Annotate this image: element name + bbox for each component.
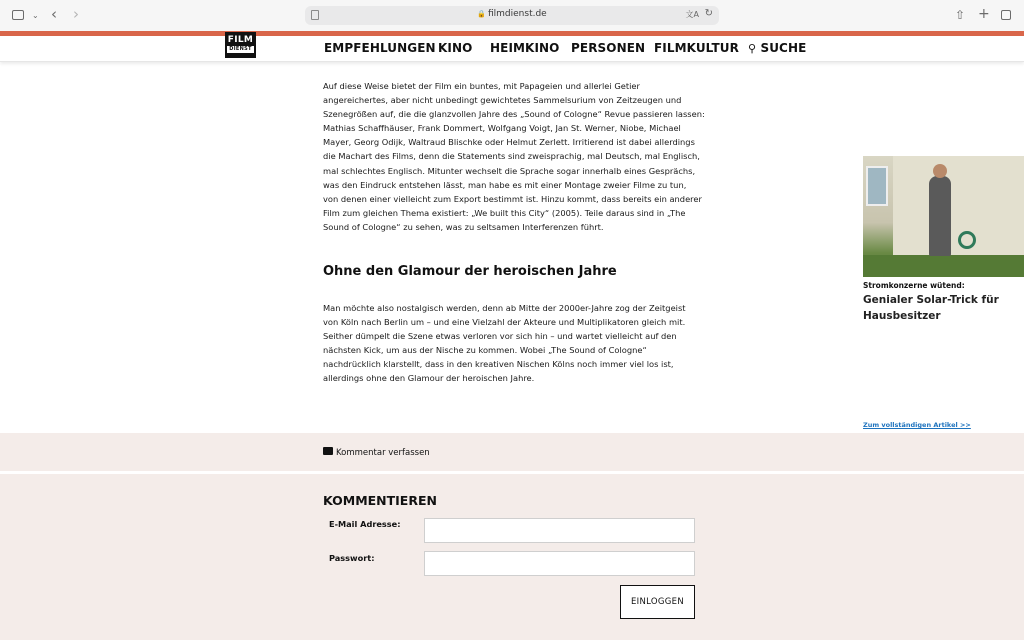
password-field[interactable] <box>424 551 695 576</box>
comment-title: KOMMENTIEREN <box>323 493 437 508</box>
site-logo[interactable]: FILM DIENST <box>225 32 256 58</box>
nav-heimkino[interactable]: HEIMKINO <box>490 41 560 55</box>
write-comment-link[interactable]: Kommentar verfassen <box>323 447 430 458</box>
search-icon: ⚲ <box>748 42 757 55</box>
plus-icon[interactable]: + <box>978 6 990 22</box>
nav-filmkultur[interactable]: FILMKULTUR <box>654 41 739 55</box>
chevron-right-icon[interactable]: › <box>73 5 79 23</box>
address-bar[interactable] <box>305 6 719 25</box>
email-field[interactable] <box>424 518 695 543</box>
lock-icon: 🔒 <box>477 10 486 18</box>
nav-kino[interactable]: KINO <box>438 41 473 55</box>
nav-personen[interactable]: PERSONEN <box>571 41 646 55</box>
login-button[interactable]: EINLOGGEN <box>620 585 695 619</box>
ad-image[interactable] <box>863 156 1024 277</box>
password-label: Passwort: <box>329 553 375 563</box>
share-icon[interactable]: ⇧ <box>955 8 966 22</box>
ad-headline[interactable]: Genialer Solar-Trick für Hausbesitzer <box>863 294 999 322</box>
ad-kicker: Stromkonzerne wütend: <box>863 281 965 290</box>
url-text: filmdienst.de <box>487 9 547 19</box>
article-paragraph-2: Man möchte also nostalgisch werden, denn ab Mitte der 2000er-Jahre zog der Zeitgeist von Köln nach Berlin um – und eine Vielzahl der Akteure und Multiplikatoren gleich mit. Seither dümpelt die Szene etwas verloren vor sich hin – und wartet vielleicht auf den nächsten Kick, um aus der Nische zu kommen. Wobei „The Sound of Cologne“ nachdrücklich klarstellt, dass in den kreativen Nischen Kölns noch immer viel los ist, allerdings ohne den Glamour der heroischen Jahre. <box>323 303 686 384</box>
article-subheading: Ohne den Glamour der heroischen Jahre <box>323 264 617 279</box>
email-label: E-Mail Adresse: <box>329 519 401 529</box>
nav-empfehlungen[interactable]: EMPFEHLUNGEN <box>324 41 436 55</box>
chevron-left-icon[interactable]: ‹ <box>51 5 57 23</box>
nav-suche[interactable]: ⚲ SUCHE <box>748 41 807 55</box>
ad-more-link[interactable]: Zum vollständigen Artikel >> <box>863 421 971 429</box>
tabs-icon[interactable] <box>1001 10 1011 20</box>
browser-toolbar <box>0 0 1024 31</box>
sidebar-icon[interactable] <box>12 10 24 20</box>
reload-icon[interactable]: ↻ <box>704 8 713 19</box>
chevron-down-icon[interactable]: ⌄ <box>32 11 39 20</box>
comment-bar <box>0 433 1024 471</box>
advertisement[interactable] <box>860 153 1024 447</box>
article-paragraph-1: Auf diese Weise bietet der Film ein buntes, mit Papageien und allerlei Getier angereichertes, aber nicht unbedingt gewichtetes Sammelsurium von Zeitzeugen und Szenegrößen auf, die die glanzvollen Jahre des „Sound of Cologne“ Revue passieren lassen: Mathias Schaffhäuser, Frank Dommert, Wolfgang Voigt, Jan St. Werner, Niobe, Michael Mayer, Georg Odijk, Waltraud Blischke oder Helmut Zerlett. Irritierend ist dabei allerdings die Machart des Films, denn die Statements sind zweisprachig, mal Deutsch, mal Englisch, mal schlechtes Englisch. Mitunter wechselt die Sprache sogar innerhalb eines Gesprächs, was den Eindruck entstehen lässt, man habe es mit einer Montage zweier Filme zu tun, von denen einer vielleicht zum Export bestimmt ist. Hinzu kommt, dass bereits ein anderer Film zum gleichen Thema existiert: „We built this City“ (2005). Teile daraus sind in „The Sound of Cologne“ zu sehen, was zu seltsamen Interferenzen führt. <box>323 81 705 232</box>
translate-icon[interactable]: 文A <box>685 10 699 19</box>
comment-icon <box>323 447 333 455</box>
